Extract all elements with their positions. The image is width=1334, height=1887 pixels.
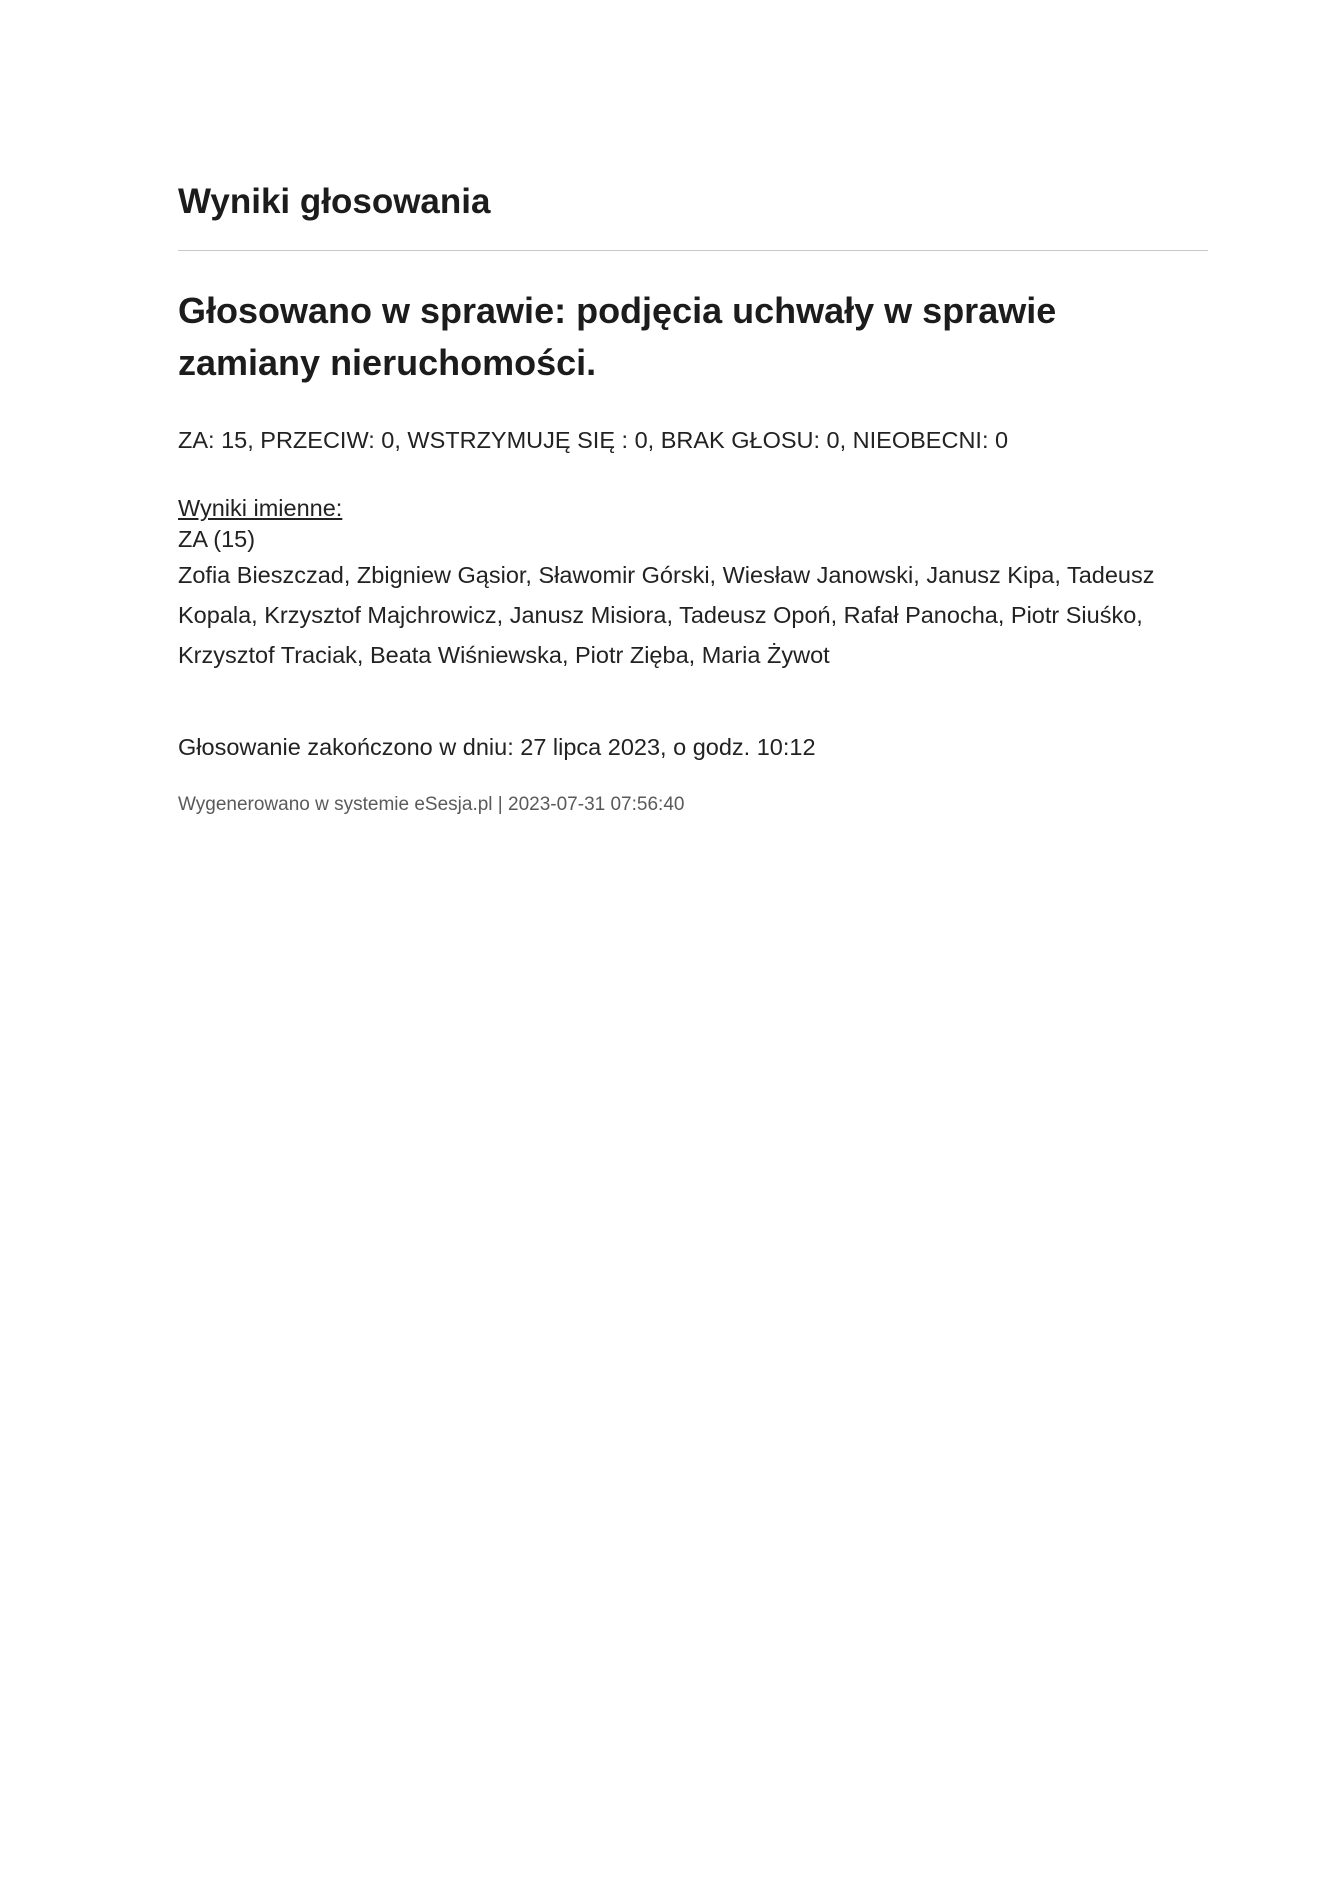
vote-subject: Głosowano w sprawie: podjęcia uchwały w sprawie zamiany nieruchomości. (178, 290, 1057, 383)
nominal-results-heading: Wyniki imienne: (178, 495, 343, 521)
voter-names: Zofia Bieszczad, Zbigniew Gąsior, Sławomir Górski, Wiesław Janowski, Janusz Kipa, Tadeusz Kopala, Krzysztof Majchrowicz, Janusz Misiora, Tadeusz Opoń, Rafał Panocha, Piotr Siuśko, Krzysztof Traciak, Beata Wiśniewska, Piotr Zięba, Maria Żywot (178, 562, 1155, 668)
page-title: Wyniki głosowania (178, 182, 491, 221)
title-divider (178, 250, 1208, 251)
vote-ended-text: Głosowanie zakończono w dniu: 27 lipca 2023, o godz. 10:12 (178, 734, 816, 760)
vote-group-label: ZA (15) (178, 526, 256, 552)
vote-summary: ZA: 15, PRZECIW: 0, WSTRZYMUJĘ SIĘ : 0, BRAK GŁOSU: 0, NIEOBECNI: 0 (178, 427, 1009, 453)
generated-footer: Wygenerowano w systemie eSesja.pl | 2023-07-31 07:56:40 (178, 794, 685, 815)
document-content (178, 180, 1208, 818)
